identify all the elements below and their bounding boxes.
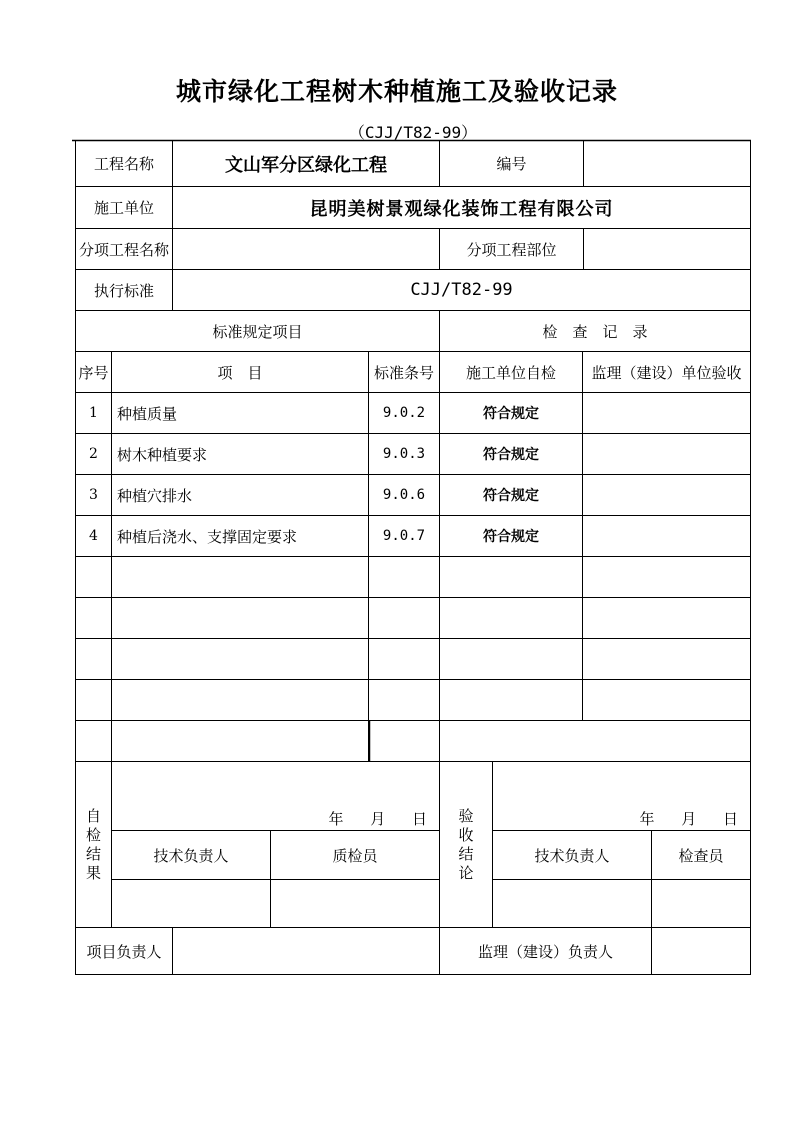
project-lead-label: 项目负责人 xyxy=(86,942,162,961)
supervision-lead-label: 监理（建设）负责人 xyxy=(477,942,613,961)
number-label: 编号 xyxy=(496,155,527,173)
sub-project-part-field xyxy=(584,229,750,269)
acceptance-tech-lead-label: 技术负责人 xyxy=(534,846,610,865)
row-seq: 4 xyxy=(89,528,98,544)
number-field xyxy=(584,141,750,186)
col-item: 项 目 xyxy=(217,363,263,382)
standard-code: （CJJ/T82-99） xyxy=(348,123,478,142)
acceptance-label: 验 收 结 论 xyxy=(458,806,474,882)
quality-inspector-label: 质检员 xyxy=(332,846,378,865)
inspector-label: 检查员 xyxy=(678,846,724,865)
inspection-record-header: 检 查 记 录 xyxy=(542,322,648,341)
row-item: 树木种植要求 xyxy=(117,445,208,464)
row-seq: 2 xyxy=(89,446,98,462)
col-supervision: 监理（建设）单位验收 xyxy=(591,363,742,382)
row-clause: 9.0.3 xyxy=(382,446,426,462)
form-title: 城市绿化工程树木种植施工及验收记录 xyxy=(175,77,618,106)
standard-items-header: 标准规定项目 xyxy=(212,322,303,341)
project-name-label: 工程名称 xyxy=(93,155,154,173)
row-self-check: 符合规定 xyxy=(483,488,539,504)
row-self-check: 符合规定 xyxy=(483,447,539,463)
row-item: 种植穴排水 xyxy=(117,486,193,505)
row-seq: 3 xyxy=(89,487,98,503)
standard-value: CJJ/T82-99 xyxy=(410,280,513,300)
sub-project-name-field xyxy=(173,229,439,269)
col-self-check: 施工单位自检 xyxy=(465,363,556,382)
construction-unit-label: 施工单位 xyxy=(93,199,154,217)
standard-label: 执行标准 xyxy=(93,281,154,300)
self-result-date: 年 月 日 xyxy=(328,809,427,828)
self-result-label: 自 检 结 果 xyxy=(85,806,101,882)
col-seq: 序号 xyxy=(78,363,109,382)
self-tech-lead-label: 技术负责人 xyxy=(153,846,229,865)
row-self-check: 符合规定 xyxy=(483,406,539,422)
col-clause: 标准条号 xyxy=(373,363,434,382)
sub-project-name-label: 分项工程名称 xyxy=(78,240,169,259)
row-item: 种植后浇水、支撑固定要求 xyxy=(117,527,298,546)
project-name-value: 文山军分区绿化工程 xyxy=(225,154,387,176)
row-seq: 1 xyxy=(89,405,98,421)
sub-project-part-label: 分项工程部位 xyxy=(466,240,557,259)
row-clause: 9.0.2 xyxy=(382,405,426,421)
row-clause: 9.0.6 xyxy=(382,487,426,503)
row-clause: 9.0.7 xyxy=(382,528,426,544)
row-item: 种植质量 xyxy=(117,404,178,423)
acceptance-date: 年 月 日 xyxy=(639,809,738,828)
construction-unit-value: 昆明美树景观绿化装饰工程有限公司 xyxy=(309,198,614,220)
row-self-check: 符合规定 xyxy=(483,529,539,545)
